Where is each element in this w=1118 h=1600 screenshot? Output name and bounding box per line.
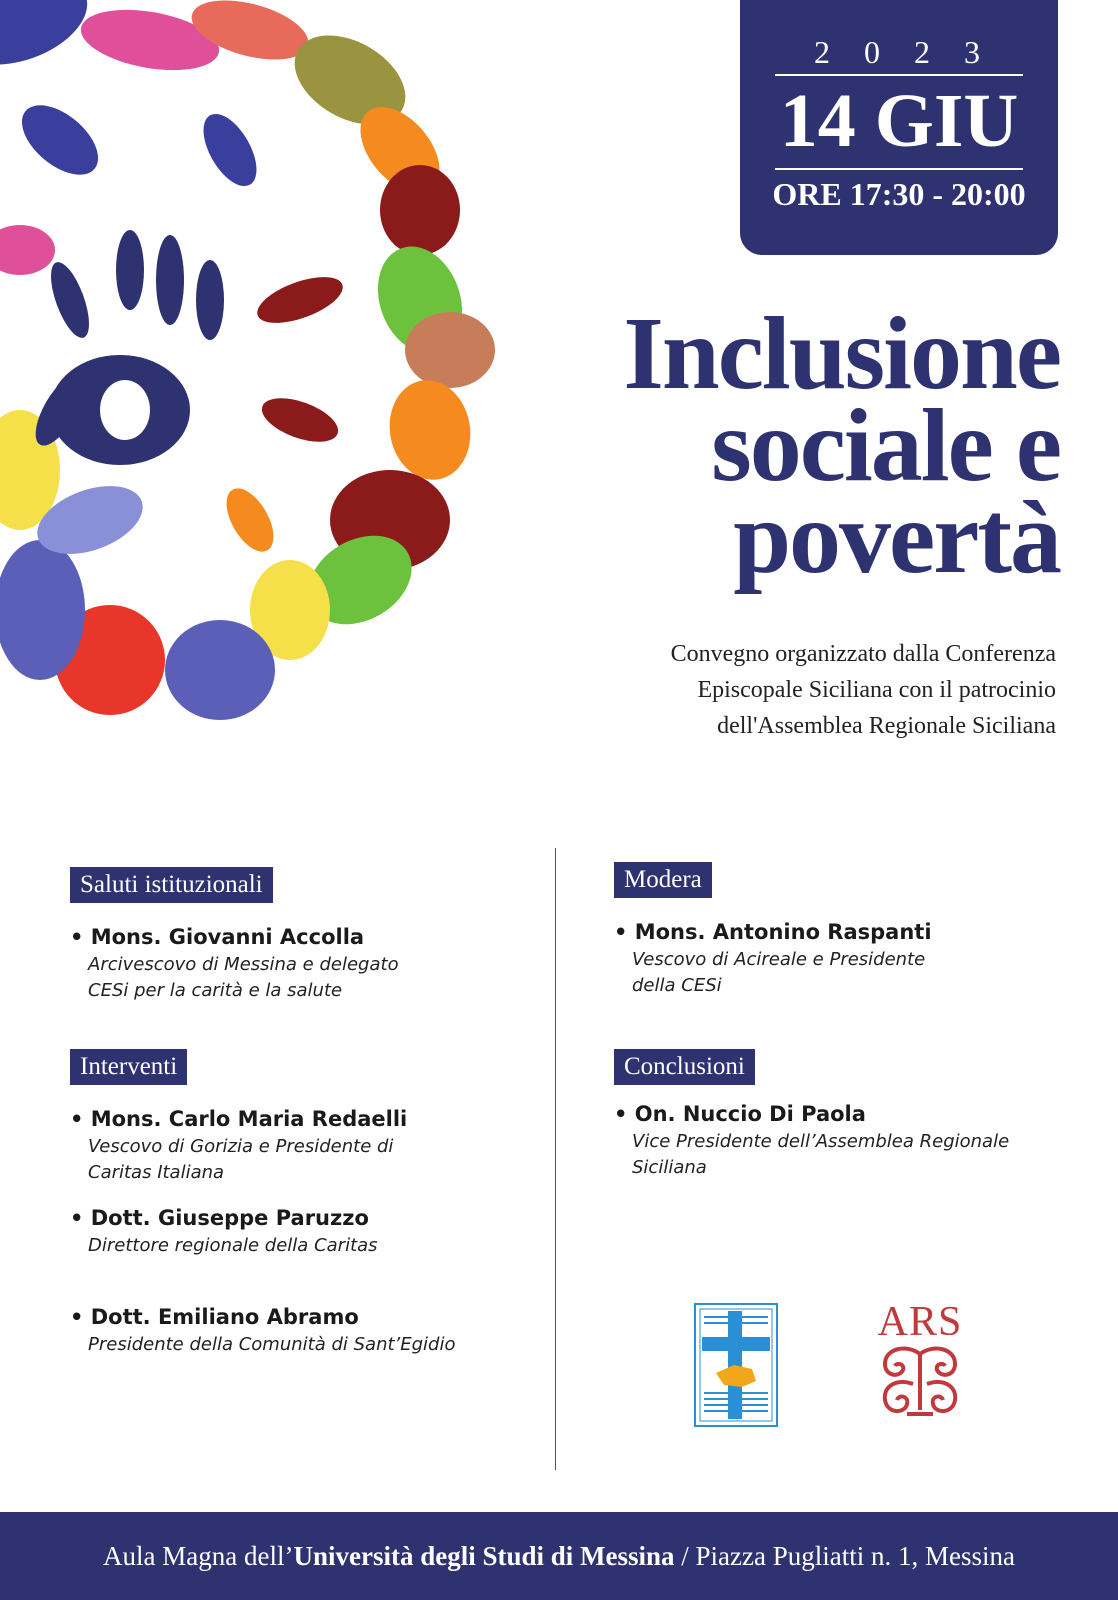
speaker-role: [70, 1332, 530, 1358]
venue-prefix: Aula Magna dell’: [103, 1541, 294, 1571]
speaker-role-line: Arcivescovo di Messina e delegato: [88, 954, 399, 975]
subtitle-line: Convegno organizzato dalla Conferenza: [670, 641, 1056, 667]
venue-footer: [0, 1512, 1118, 1600]
speaker-role: [614, 1129, 1064, 1181]
ars-emblem-icon: [877, 1344, 963, 1420]
venue-university: Università degli Studi di Messina: [293, 1541, 675, 1571]
event-time: ORE 17:30 - 20:00: [772, 176, 1026, 212]
section-label-saluti: Saluti istituzionali: [70, 867, 273, 903]
title-line: Inclusione: [623, 296, 1060, 411]
speaker-role: [614, 947, 1074, 999]
subtitle-line: dell'Assemblea Regionale Siciliana: [717, 713, 1056, 739]
event-subtitle: [576, 636, 1056, 744]
speaker-role: [70, 1233, 530, 1259]
speaker-role-line: CESi per la carità e la salute: [88, 980, 343, 1001]
handprint-ring: [0, 0, 495, 720]
speaker-role-line: della CESi: [632, 975, 722, 996]
cesi-logo: [694, 1303, 778, 1427]
speaker-name: • Mons. Antonino Raspanti: [614, 917, 1074, 947]
ars-logo: [872, 1300, 968, 1430]
subtitle-line: Episcopale Siciliana con il patrocinio: [697, 677, 1056, 703]
speaker-role: [70, 952, 530, 1004]
speaker-name: • Dott. Giuseppe Paruzzo: [70, 1203, 530, 1233]
title-line: sociale e: [711, 388, 1060, 503]
speaker-entry: [70, 1302, 530, 1358]
speaker-role-line: Vice Presidente dell’Assemblea Regionale: [632, 1131, 1010, 1152]
speaker-entry: [70, 1104, 530, 1186]
speaker-role: [70, 1134, 530, 1186]
handprints-artwork: [0, 0, 520, 750]
event-date-box: [740, 0, 1058, 255]
event-title: [500, 296, 1060, 595]
speaker-entry: [70, 1203, 530, 1259]
event-day: 14 GIU: [779, 79, 1019, 163]
speaker-role-line: Direttore regionale della Caritas: [88, 1235, 378, 1256]
speaker-role-line: Siciliana: [632, 1157, 707, 1178]
speaker-role-line: Presidente della Comunità di Sant’Egidio: [88, 1334, 456, 1355]
speaker-name: • Mons. Giovanni Accolla: [70, 922, 530, 952]
ars-logo-text: ARS: [877, 1299, 963, 1345]
speaker-name: • On. Nuccio Di Paola: [614, 1099, 1064, 1129]
speaker-entry: [614, 917, 1074, 999]
section-label-interventi: Interventi: [70, 1049, 187, 1085]
speaker-role-line: Vescovo di Acireale e Presidente: [632, 949, 926, 970]
speaker-role-line: Caritas Italiana: [88, 1162, 225, 1183]
title-line: povertà: [733, 480, 1060, 595]
speaker-name: • Mons. Carlo Maria Redaelli: [70, 1104, 530, 1134]
column-divider: [555, 848, 556, 1470]
event-year: 2023: [814, 34, 1014, 70]
speaker-entry: [614, 1099, 1064, 1181]
speaker-entry: [70, 922, 530, 1004]
section-label-conclusioni: Conclusioni: [614, 1049, 755, 1085]
speaker-role-line: Vescovo di Gorizia e Presidente di: [88, 1136, 394, 1157]
speaker-name: • Dott. Emiliano Abramo: [70, 1302, 530, 1332]
section-label-modera: Modera: [614, 862, 712, 898]
venue-address: / Piazza Pugliatti n. 1, Messina: [674, 1541, 1015, 1571]
